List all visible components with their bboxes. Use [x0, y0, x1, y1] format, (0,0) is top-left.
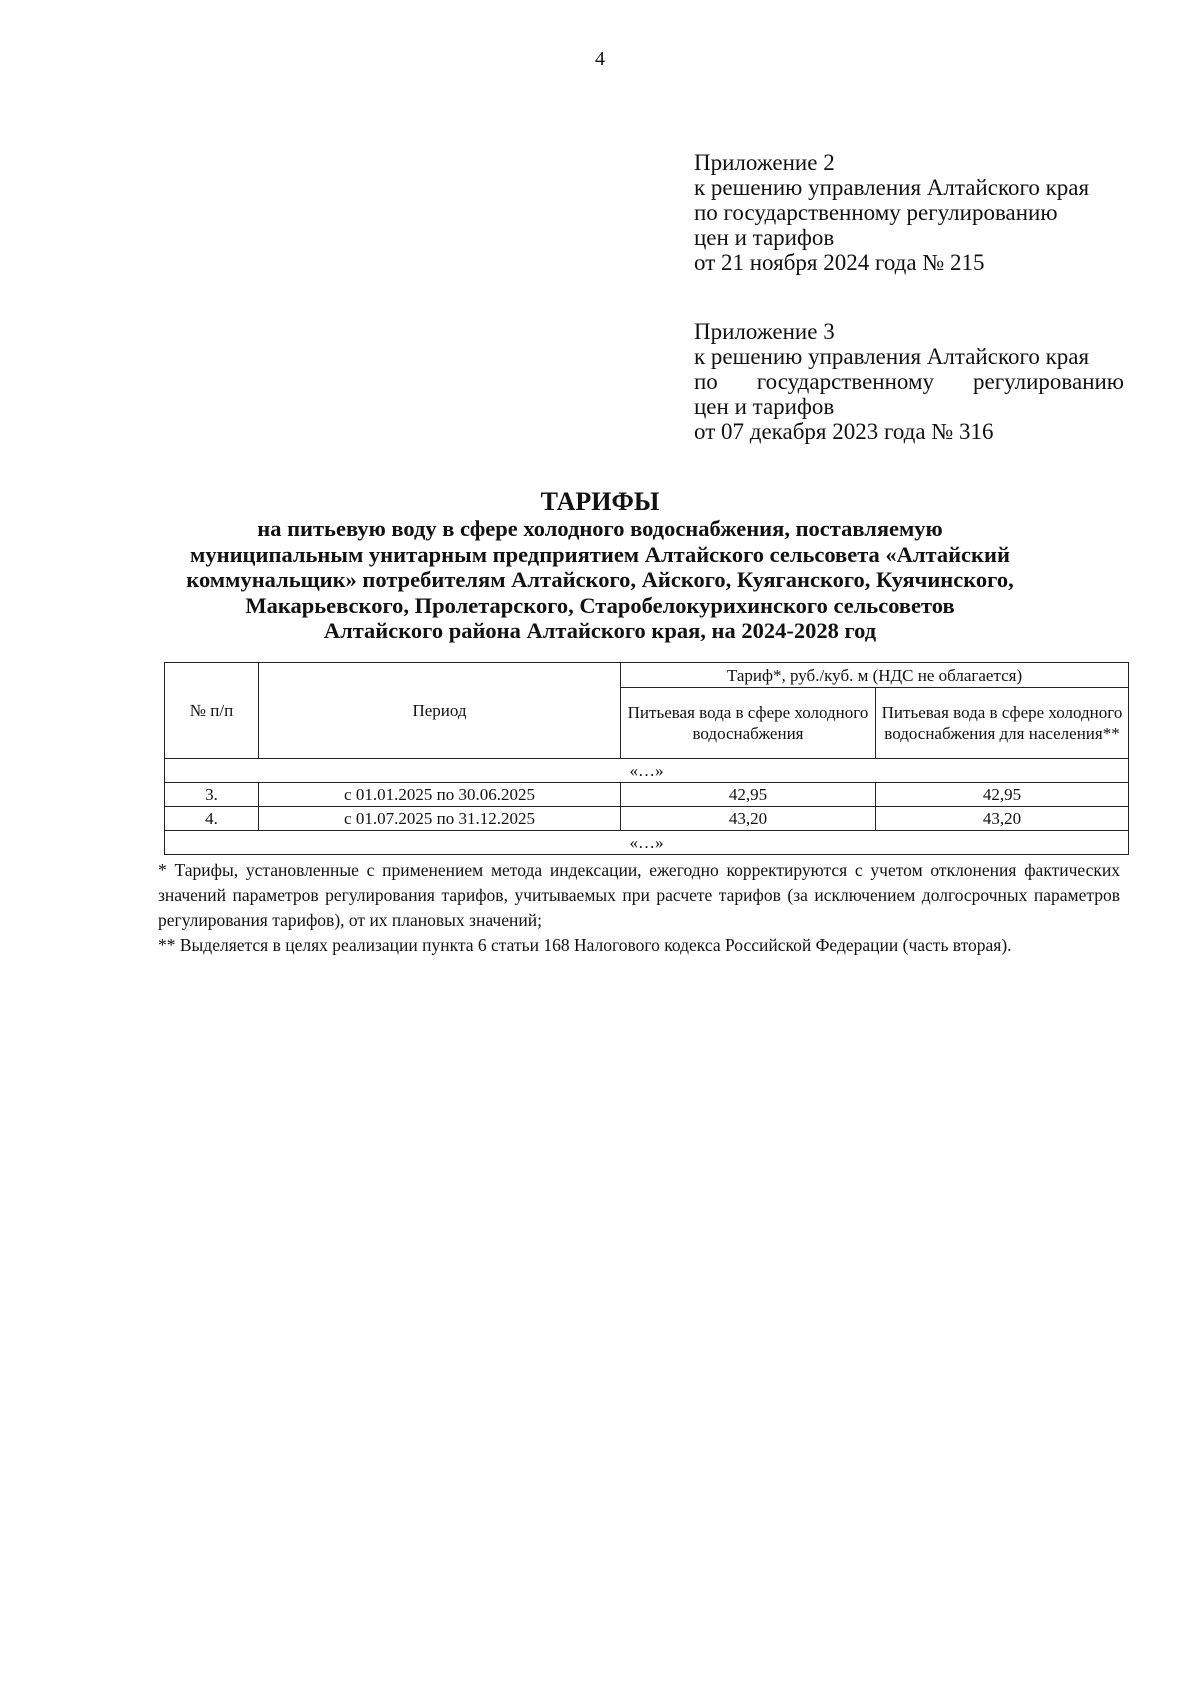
appendix-line: к решению управления Алтайского края: [694, 344, 1090, 369]
appendix-2-reference: [694, 150, 1124, 275]
appendix-line: цен и тарифов: [694, 225, 835, 250]
cell-period: с 01.01.2025 по 30.06.2025: [259, 783, 621, 807]
header-period: Период: [259, 663, 621, 759]
table-row-ellipsis: [165, 831, 1129, 855]
header-tariff-group: Тариф*, руб./куб. м (НДС не облагается): [621, 663, 1129, 688]
title-line: Макарьевского, Пролетарского, Старобелокурихинского сельсоветов: [245, 592, 955, 618]
title-line: на питьевую воду в сфере холодного водоснабжения, поставляемую: [257, 516, 943, 541]
appendix-line: Приложение 2: [694, 150, 835, 175]
ellipsis-cell: «…»: [165, 831, 1129, 855]
table-row: [165, 783, 1129, 807]
cell-period: с 01.07.2025 по 31.12.2025: [259, 807, 621, 831]
footnotes: [158, 858, 1120, 958]
table-row: [165, 807, 1129, 831]
ellipsis-cell: «…»: [165, 759, 1129, 783]
document-title: [150, 488, 1050, 644]
page-number: 4: [595, 48, 605, 70]
appendix-line: цен и тарифов: [694, 394, 835, 419]
cell-number: 4.: [165, 807, 259, 831]
cell-tariff-1: 43,20: [621, 807, 876, 831]
table-header-row: [165, 663, 1129, 688]
appendix-3-reference: [694, 319, 1124, 444]
title-line: муниципальным унитарным предприятием Алтайского сельсовета «Алтайский: [190, 541, 1010, 567]
header-tariff-population: Питьевая вода в сфере холодного водоснабжения для населения**: [876, 688, 1129, 759]
appendix-line: от 21 ноября 2024 года № 215: [694, 250, 985, 275]
cell-number: 3.: [165, 783, 259, 807]
appendix-line: к решению управления Алтайского края: [694, 175, 1090, 200]
cell-tariff-2: 43,20: [876, 807, 1129, 831]
footnote-2: ** Выделяется в целях реализации пункта 6 статьи 168 Налогового кодекса Российской Федерации (часть вторая).: [158, 935, 1012, 955]
cell-tariff-2: 42,95: [876, 783, 1129, 807]
appendix-line: по государственному регулированию: [694, 200, 1058, 225]
cell-tariff-1: 42,95: [621, 783, 876, 807]
footnote-1: * Тарифы, установленные с применением метода индексации, ежегодно корректируются с учетом отклонения фактических значений параметров регулирования тарифов, учитываемых при расчете тарифов (за исключением долгосрочных параметров регулирования тарифов), от их плановых значений;: [158, 860, 1120, 930]
title-heading: ТАРИФЫ: [540, 487, 660, 516]
tariff-table: [164, 662, 1129, 855]
title-line: коммунальщик» потребителям Алтайского, Айского, Куяганского, Куячинского,: [186, 567, 1014, 592]
appendix-line: от 07 декабря 2023 года № 316: [694, 419, 994, 444]
appendix-line: Приложение 3: [694, 319, 835, 344]
appendix-line: по государственному регулированию: [694, 369, 1124, 394]
title-line: Алтайского района Алтайского края, на 2024-2028 год: [323, 618, 877, 643]
header-number: № п/п: [165, 663, 259, 759]
table-row-ellipsis: [165, 759, 1129, 783]
header-tariff-cold-water: Питьевая вода в сфере холодного водоснабжения: [621, 688, 876, 759]
